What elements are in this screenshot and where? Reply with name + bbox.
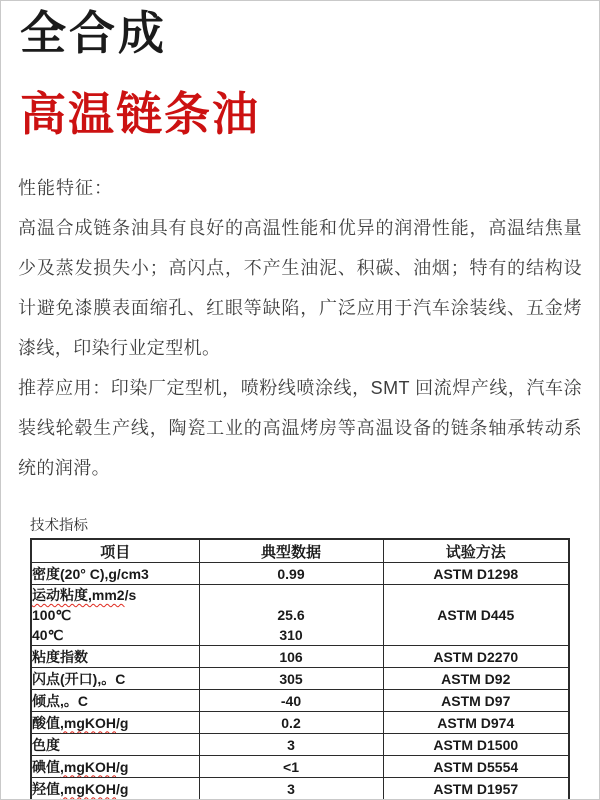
specs-section-label: 技术指标 (30, 518, 88, 534)
spec-value-cell: 305 (199, 668, 383, 690)
spec-value-40c: 310 (279, 627, 303, 643)
spec-value-cell (199, 585, 383, 646)
table-row-iodine-value (31, 756, 569, 778)
spec-item-label-misspelled: ,mgKOH (60, 780, 116, 797)
table-row-color (31, 734, 569, 756)
performance-heading: 性能特征： (18, 178, 113, 198)
spec-value-cell: 0.2 (199, 712, 383, 734)
spec-subitem-100c: 100℃ (32, 607, 72, 623)
col-header-test-method: 试验方法 (383, 539, 569, 563)
spec-value-cell: 3 (199, 734, 383, 756)
spec-item-label-suffix: /g (116, 758, 129, 775)
spec-subitem-40c: 40℃ (32, 627, 64, 643)
spec-method-cell: ASTM D92 (383, 668, 569, 690)
col-header-typical-data: 典型数据 (199, 539, 383, 563)
spec-method-cell: ASTM D2270 (383, 646, 569, 668)
spec-item-label-misspelled: ,mgKOH (60, 714, 116, 731)
spec-method-cell: ASTM D1957 (383, 778, 569, 800)
table-row-acid-value (31, 712, 569, 734)
spec-item-label-suffix: /s (124, 587, 137, 603)
spec-value-blank (200, 585, 383, 605)
spec-item-label: 羟值 (32, 780, 60, 797)
table-header-row (31, 539, 569, 563)
table-row-pour-point (31, 690, 569, 712)
spec-value-100c: 25.6 (277, 607, 305, 623)
spec-method-cell: ASTM D5554 (383, 756, 569, 778)
specs-table (30, 538, 570, 800)
spec-method-cell: ASTM D97 (383, 690, 569, 712)
page-title: 全合成 (20, 7, 167, 59)
spec-value-cell: -40 (199, 690, 383, 712)
spec-item-cell (31, 585, 199, 646)
spec-value-cell: <1 (199, 756, 383, 778)
spec-item-label-suffix: /g (116, 714, 129, 731)
spec-item-label: 运动粘度,mm2 (32, 587, 125, 603)
spec-item-label-misspelled: ,mgKOH (60, 758, 116, 775)
spec-item-label: 酸值 (32, 714, 60, 731)
table-row-viscosity-index (31, 646, 569, 668)
col-header-item: 项目 (31, 539, 199, 563)
spec-item-cell: 倾点,。C (31, 690, 199, 712)
spec-value-cell: 106 (199, 646, 383, 668)
table-row-flash-point (31, 668, 569, 690)
spec-item-cell: 色度 (31, 734, 199, 756)
table-row-hydroxyl-value (31, 778, 569, 800)
spec-item-cell (31, 778, 199, 800)
spec-item-cell: 闪点(开口),。C (31, 668, 199, 690)
spec-item-cell (31, 756, 199, 778)
spec-method-cell: ASTM D1298 (383, 563, 569, 585)
spec-method-cell: ASTM D445 (383, 585, 569, 646)
table-row-density (31, 563, 569, 585)
spec-method-cell: ASTM D974 (383, 712, 569, 734)
recommended-applications-paragraph: 推荐应用：印染厂定型机，喷粉线喷涂线，SMT 回流焊产线，汽车涂装线轮毂生产线，陶瓷工业的高温烤房等高温设备的链条轴承转动系统的润滑。 (18, 378, 582, 478)
spec-value-cell: 3 (199, 778, 383, 800)
spec-item-cell: 粘度指数 (31, 646, 199, 668)
spec-value-cell: 0.99 (199, 563, 383, 585)
spec-item-cell (31, 712, 199, 734)
spec-method-cell: ASTM D1500 (383, 734, 569, 756)
performance-paragraph: 高温合成链条油具有良好的高温性能和优异的润滑性能，高温结焦量少及蒸发损失小；高闪点，不产生油泥、积碳、油烟；特有的结构设计避免漆膜表面缩孔、红眼等缺陷，广泛应用于汽车涂装线、五金烤漆线，印染行业定型机。 (18, 218, 582, 358)
spec-item-cell: 密度(20° C),g/cm3 (31, 563, 199, 585)
spec-item-label: 碘值 (32, 758, 60, 775)
product-title: 高温链条油 (20, 88, 260, 140)
table-row-viscosity (31, 585, 569, 646)
spec-item-label-suffix: /g (116, 780, 129, 797)
